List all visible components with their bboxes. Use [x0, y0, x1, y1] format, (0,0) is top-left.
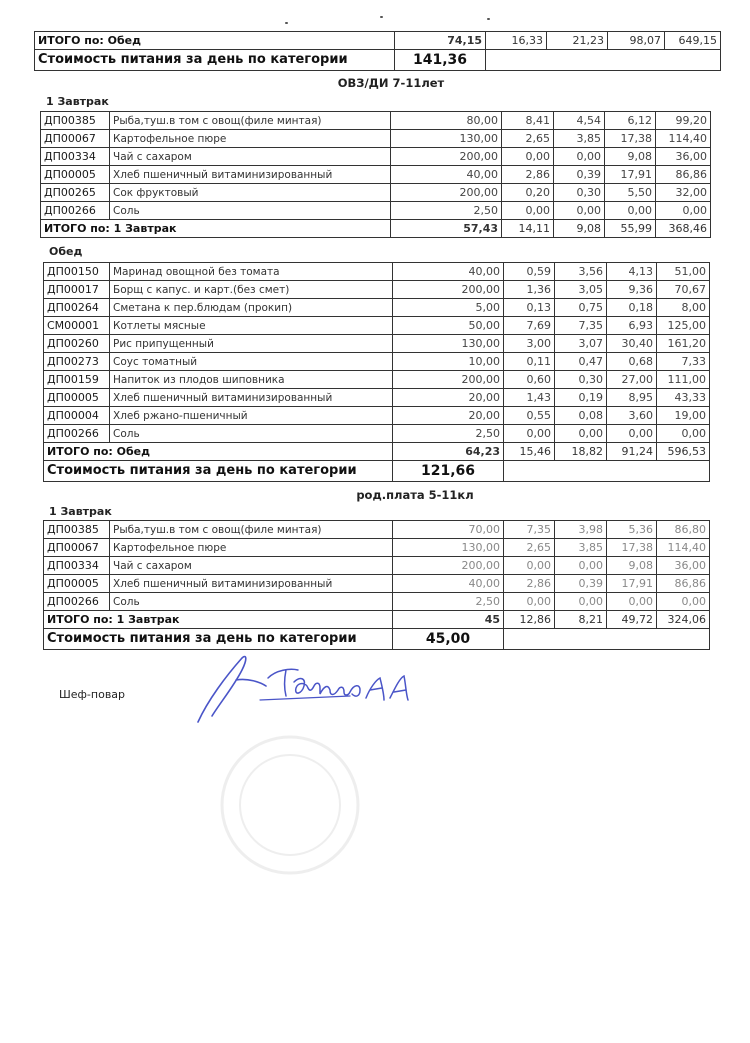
dish-code: ДП00067: [41, 130, 110, 148]
calories: 161,20: [657, 335, 710, 353]
total-row: [41, 220, 711, 238]
total-calories: 596,53: [657, 443, 710, 461]
fat: 3,98: [555, 521, 607, 539]
total-fat: 18,82: [555, 443, 607, 461]
cost-blank: [486, 50, 721, 71]
dish-code: ДП00264: [44, 299, 110, 317]
scan-speck: [285, 22, 288, 24]
dish-name: Соус томатный: [110, 353, 393, 371]
carbs: 17,38: [607, 539, 657, 557]
portion-weight: 20,00: [393, 407, 504, 425]
protein: 2,86: [504, 575, 555, 593]
fat: 0,00: [555, 557, 607, 575]
chef-signature: [190, 648, 450, 728]
scan-speck: [380, 16, 383, 18]
protein: 0,11: [504, 353, 555, 371]
fat: 3,85: [554, 130, 605, 148]
calories: 86,80: [657, 521, 710, 539]
carbs: 17,91: [605, 166, 656, 184]
dish-name: Борщ с капус. и карт.(без смет): [110, 281, 393, 299]
table-row: [44, 575, 710, 593]
portion-weight: 200,00: [391, 148, 502, 166]
total-label: ИТОГО по: Обед: [35, 32, 395, 50]
table-row: [44, 389, 710, 407]
dish-name: Котлеты мясные: [110, 317, 393, 335]
fat: 0,75: [555, 299, 607, 317]
dish-code: ДП00334: [44, 557, 110, 575]
dish-code: ДП00266: [44, 593, 110, 611]
total-fat: 21,23: [547, 32, 608, 50]
dish-name: Рыба,туш.в том с овощ(филе минтая): [110, 112, 391, 130]
dish-name: Картофельное пюре: [110, 130, 391, 148]
breakfast-table: [40, 111, 711, 238]
calories: 86,86: [657, 575, 710, 593]
cost-row: [44, 461, 710, 482]
calories: 0,00: [657, 425, 710, 443]
dish-name: Рис припущенный: [110, 335, 393, 353]
cost-row: [44, 629, 710, 650]
cost-label: Стоимость питания за день по категории: [44, 461, 393, 482]
table-row: [41, 112, 711, 130]
table-row: [44, 425, 710, 443]
table-row: [41, 148, 711, 166]
table-row: [44, 353, 710, 371]
portion-weight: 2,50: [393, 593, 504, 611]
carbs: 17,38: [605, 130, 656, 148]
dish-code: ДП00266: [44, 425, 110, 443]
fat: 0,00: [554, 202, 605, 220]
portion-weight: 20,00: [393, 389, 504, 407]
calories: 43,33: [657, 389, 710, 407]
protein: 8,41: [502, 112, 554, 130]
dish-code: ДП00005: [44, 575, 110, 593]
scan-speck: [487, 18, 490, 20]
cost-label: Стоимость питания за день по категории: [44, 629, 393, 650]
table-row: [41, 166, 711, 184]
table-row: [44, 521, 710, 539]
portion-weight: 40,00: [393, 575, 504, 593]
fat: 0,39: [555, 575, 607, 593]
dish-code: ДП00005: [41, 166, 110, 184]
carbs: 9,36: [607, 281, 657, 299]
total-fat: 8,21: [555, 611, 607, 629]
cost-blank: [504, 629, 710, 650]
carbs: 4,13: [607, 263, 657, 281]
protein: 3,00: [504, 335, 555, 353]
carbs: 17,91: [607, 575, 657, 593]
dish-name: Соль: [110, 202, 391, 220]
fat: 0,39: [554, 166, 605, 184]
portion-weight: 2,50: [391, 202, 502, 220]
section-title-breakfast: 1 Завтрак: [49, 505, 112, 518]
protein: 2,65: [504, 539, 555, 557]
total-carbs: 91,24: [607, 443, 657, 461]
portion-weight: 130,00: [393, 539, 504, 557]
dish-code: ДП00150: [44, 263, 110, 281]
carbs: 6,93: [607, 317, 657, 335]
table-row: [44, 557, 710, 575]
cost-blank: [504, 461, 710, 482]
dish-code: ДП00266: [41, 202, 110, 220]
calories: 114,40: [656, 130, 711, 148]
carbs: 30,40: [607, 335, 657, 353]
protein: 0,60: [504, 371, 555, 389]
fat: 0,00: [555, 425, 607, 443]
cost-value: 45,00: [393, 629, 504, 650]
dish-name: Хлеб ржано-пшеничный: [110, 407, 393, 425]
protein: 0,59: [504, 263, 555, 281]
lunch-table: [43, 262, 710, 482]
fat: 4,54: [554, 112, 605, 130]
dish-code: ДП00334: [41, 148, 110, 166]
total-protein: 16,33: [486, 32, 547, 50]
fat: 7,35: [555, 317, 607, 335]
cost-value: 141,36: [395, 50, 486, 71]
protein: 0,00: [502, 148, 554, 166]
table-row: [44, 335, 710, 353]
protein: 1,36: [504, 281, 555, 299]
table-row: [44, 539, 710, 557]
calories: 0,00: [656, 202, 711, 220]
protein: 0,00: [504, 425, 555, 443]
dish-name: Рыба,туш.в том с овощ(филе минтая): [110, 521, 393, 539]
table-row: [44, 407, 710, 425]
portion-weight: 40,00: [393, 263, 504, 281]
dish-name: Сметана к пер.блюдам (прокип): [110, 299, 393, 317]
carbs: 6,12: [605, 112, 656, 130]
fat: 3,05: [555, 281, 607, 299]
table-row: [44, 263, 710, 281]
total-label: ИТОГО по: Обед: [44, 443, 393, 461]
calories: 36,00: [656, 148, 711, 166]
carbs: 27,00: [607, 371, 657, 389]
carbs: 8,95: [607, 389, 657, 407]
carbs: 0,00: [605, 202, 656, 220]
protein: 0,00: [502, 202, 554, 220]
calories: 114,40: [657, 539, 710, 557]
dish-name: Хлеб пшеничный витаминизированный: [110, 166, 391, 184]
dish-name: Чай с сахаром: [110, 148, 391, 166]
table-row: [44, 299, 710, 317]
total-row-lunch: [35, 32, 721, 50]
protein: 0,00: [504, 593, 555, 611]
fat: 3,56: [555, 263, 607, 281]
stamp-icon: [190, 730, 390, 880]
protein: 1,43: [504, 389, 555, 407]
portion-weight: 80,00: [391, 112, 502, 130]
table-row: [44, 593, 710, 611]
chef-label: Шеф-повар: [59, 688, 126, 701]
total-protein: 14,11: [502, 220, 554, 238]
total-weight: 64,23: [393, 443, 504, 461]
protein: 0,13: [504, 299, 555, 317]
category-title: ОВЗ/ДИ 7-11лет: [337, 76, 445, 90]
carbs: 9,08: [607, 557, 657, 575]
fat: 3,07: [555, 335, 607, 353]
top-summary-table: [34, 31, 721, 71]
protein: 0,20: [502, 184, 554, 202]
calories: 86,86: [656, 166, 711, 184]
calories: 19,00: [657, 407, 710, 425]
dish-code: ДП00260: [44, 335, 110, 353]
section-title-lunch: Обед: [49, 245, 83, 258]
carbs: 5,50: [605, 184, 656, 202]
dish-name: Маринад овощной без томата: [110, 263, 393, 281]
portion-weight: 200,00: [391, 184, 502, 202]
portion-weight: 5,00: [393, 299, 504, 317]
total-calories: 368,46: [656, 220, 711, 238]
calories: 125,00: [657, 317, 710, 335]
dish-name: Соль: [110, 593, 393, 611]
dish-code: ДП00385: [44, 521, 110, 539]
calories: 32,00: [656, 184, 711, 202]
portion-weight: 70,00: [393, 521, 504, 539]
calories: 7,33: [657, 353, 710, 371]
fat: 3,85: [555, 539, 607, 557]
total-label: ИТОГО по: 1 Завтрак: [44, 611, 393, 629]
total-weight: 57,43: [391, 220, 502, 238]
dish-code: ДП00017: [44, 281, 110, 299]
portion-weight: 200,00: [393, 371, 504, 389]
dish-name: Картофельное пюре: [110, 539, 393, 557]
dish-name: Сок фруктовый: [110, 184, 391, 202]
calories: 36,00: [657, 557, 710, 575]
dish-code: ДП00273: [44, 353, 110, 371]
protein: 7,69: [504, 317, 555, 335]
dish-name: Напиток из плодов шиповника: [110, 371, 393, 389]
carbs: 9,08: [605, 148, 656, 166]
protein: 7,35: [504, 521, 555, 539]
protein: 2,86: [502, 166, 554, 184]
dish-name: Хлеб пшеничный витаминизированный: [110, 575, 393, 593]
dish-code: ДП00265: [41, 184, 110, 202]
carbs: 5,36: [607, 521, 657, 539]
total-calories: 649,15: [665, 32, 721, 50]
table-row: [41, 130, 711, 148]
carbs: 0,68: [607, 353, 657, 371]
calories: 51,00: [657, 263, 710, 281]
dish-code: ДП00385: [41, 112, 110, 130]
fat: 0,30: [555, 371, 607, 389]
fat: 0,47: [555, 353, 607, 371]
section-title-breakfast: 1 Завтрак: [46, 95, 109, 108]
cost-value: 121,66: [393, 461, 504, 482]
calories: 111,00: [657, 371, 710, 389]
protein: 2,65: [502, 130, 554, 148]
dish-code: СМ00001: [44, 317, 110, 335]
portion-weight: 10,00: [393, 353, 504, 371]
carbs: 3,60: [607, 407, 657, 425]
dish-code: ДП00005: [44, 389, 110, 407]
dish-code: ДП00159: [44, 371, 110, 389]
fat: 0,00: [555, 593, 607, 611]
portion-weight: 40,00: [391, 166, 502, 184]
total-carbs: 49,72: [607, 611, 657, 629]
calories: 99,20: [656, 112, 711, 130]
total-row: [44, 611, 710, 629]
dish-name: Чай с сахаром: [110, 557, 393, 575]
table-row: [44, 281, 710, 299]
category-title: род.плата 5-11кл: [356, 488, 474, 502]
total-carbs: 55,99: [605, 220, 656, 238]
protein: 0,00: [504, 557, 555, 575]
table-row: [44, 317, 710, 335]
total-calories: 324,06: [657, 611, 710, 629]
dish-name: Соль: [110, 425, 393, 443]
total-weight: 45: [393, 611, 504, 629]
carbs: 0,00: [607, 425, 657, 443]
dish-code: ДП00067: [44, 539, 110, 557]
total-weight: 74,15: [395, 32, 486, 50]
portion-weight: 130,00: [391, 130, 502, 148]
dish-code: ДП00004: [44, 407, 110, 425]
cost-label: Стоимость питания за день по категории: [35, 50, 395, 71]
total-row: [44, 443, 710, 461]
portion-weight: 2,50: [393, 425, 504, 443]
carbs: 0,00: [607, 593, 657, 611]
total-protein: 12,86: [504, 611, 555, 629]
table-row: [41, 184, 711, 202]
calories: 70,67: [657, 281, 710, 299]
table-row: [41, 202, 711, 220]
calories: 8,00: [657, 299, 710, 317]
total-protein: 15,46: [504, 443, 555, 461]
total-carbs: 98,07: [608, 32, 665, 50]
portion-weight: 200,00: [393, 557, 504, 575]
fat: 0,00: [554, 148, 605, 166]
portion-weight: 200,00: [393, 281, 504, 299]
fat: 0,08: [555, 407, 607, 425]
protein: 0,55: [504, 407, 555, 425]
portion-weight: 130,00: [393, 335, 504, 353]
carbs: 0,18: [607, 299, 657, 317]
dish-name: Хлеб пшеничный витаминизированный: [110, 389, 393, 407]
breakfast-table: [43, 520, 710, 650]
total-label: ИТОГО по: 1 Завтрак: [41, 220, 391, 238]
portion-weight: 50,00: [393, 317, 504, 335]
total-fat: 9,08: [554, 220, 605, 238]
fat: 0,30: [554, 184, 605, 202]
table-row: [44, 371, 710, 389]
calories: 0,00: [657, 593, 710, 611]
fat: 0,19: [555, 389, 607, 407]
cost-row: [35, 50, 721, 71]
